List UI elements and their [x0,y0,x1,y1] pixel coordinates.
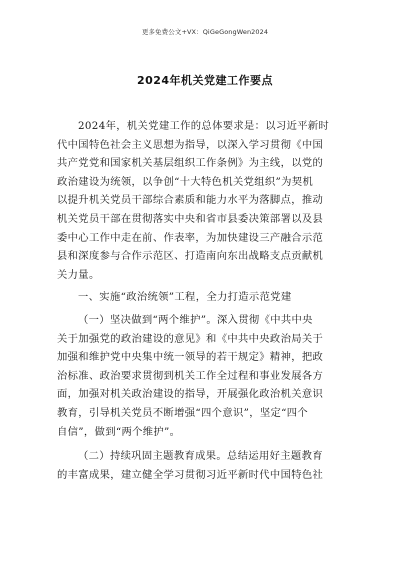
header-note: 更多免费公文+VX：QiGeGongWen2024 [141,28,269,36]
section-heading: 一、实施“政治统领”工程，全力打造示范党建 [78,291,292,304]
paragraph-line: 治标准、政治要求贯彻到机关工作全过程和事业发展各方 [57,369,324,382]
paragraph-line: 关于加强党的政治建设的意见》和《中共中央政治局关于 [57,332,324,345]
paragraph-line: 面，加强对机关政治建设的指导，开展强化政治机关意识 [57,388,324,401]
paragraph-line: 机关党员干部在贯彻落实中央和省市县委决策部署以及县 [57,212,324,225]
document-body [57,117,362,484]
paragraph-line: 共产党党和国家机关基层组织工作条例》为主线，以党的 [57,157,324,170]
paragraph-line: （一）坚决做到“两个维护”。深入贯彻《中共中央 [78,313,313,326]
paragraph-line: 的丰富成果，建立健全学习贯彻习近平新时代中国特色社 [57,468,324,481]
paragraph-line: 加强和维护党中央集中统一领导的若干规定》精神，把政 [57,351,324,364]
document-title: 2024年机关党建工作要点 [136,74,274,87]
paragraph-line: 代中国特色社会主义思想为指导，以深入学习贯彻《中国 [57,138,324,151]
paragraph-line: 自信”，做到“两个维护”。 [57,425,181,438]
paragraph-line: 县和深度参与合作示范区、打造南向东出战略支点贡献机 [57,250,324,263]
paragraph-line: 2024年，机关党建工作的总体要求是：以习近平新时 [78,120,330,132]
paragraph-line: 政治建设为统领，以争创“十大特色机关党组织”为契机 [57,175,314,188]
paragraph-line: （二）持续巩固主题教育成果。总结运用好主题教育 [78,450,323,463]
paragraph-line: 委中心工作中走在前、作表率，为加快建设三产融合示范 [57,231,324,244]
paragraph-line: 教育，引导机关党员不断增强“四个意识”，坚定“四个 [57,406,309,419]
paragraph-line: 关力量。 [57,268,100,281]
paragraph-line: 以提升机关党员干部综合素质和能力水平为落脚点，推动 [57,194,324,207]
